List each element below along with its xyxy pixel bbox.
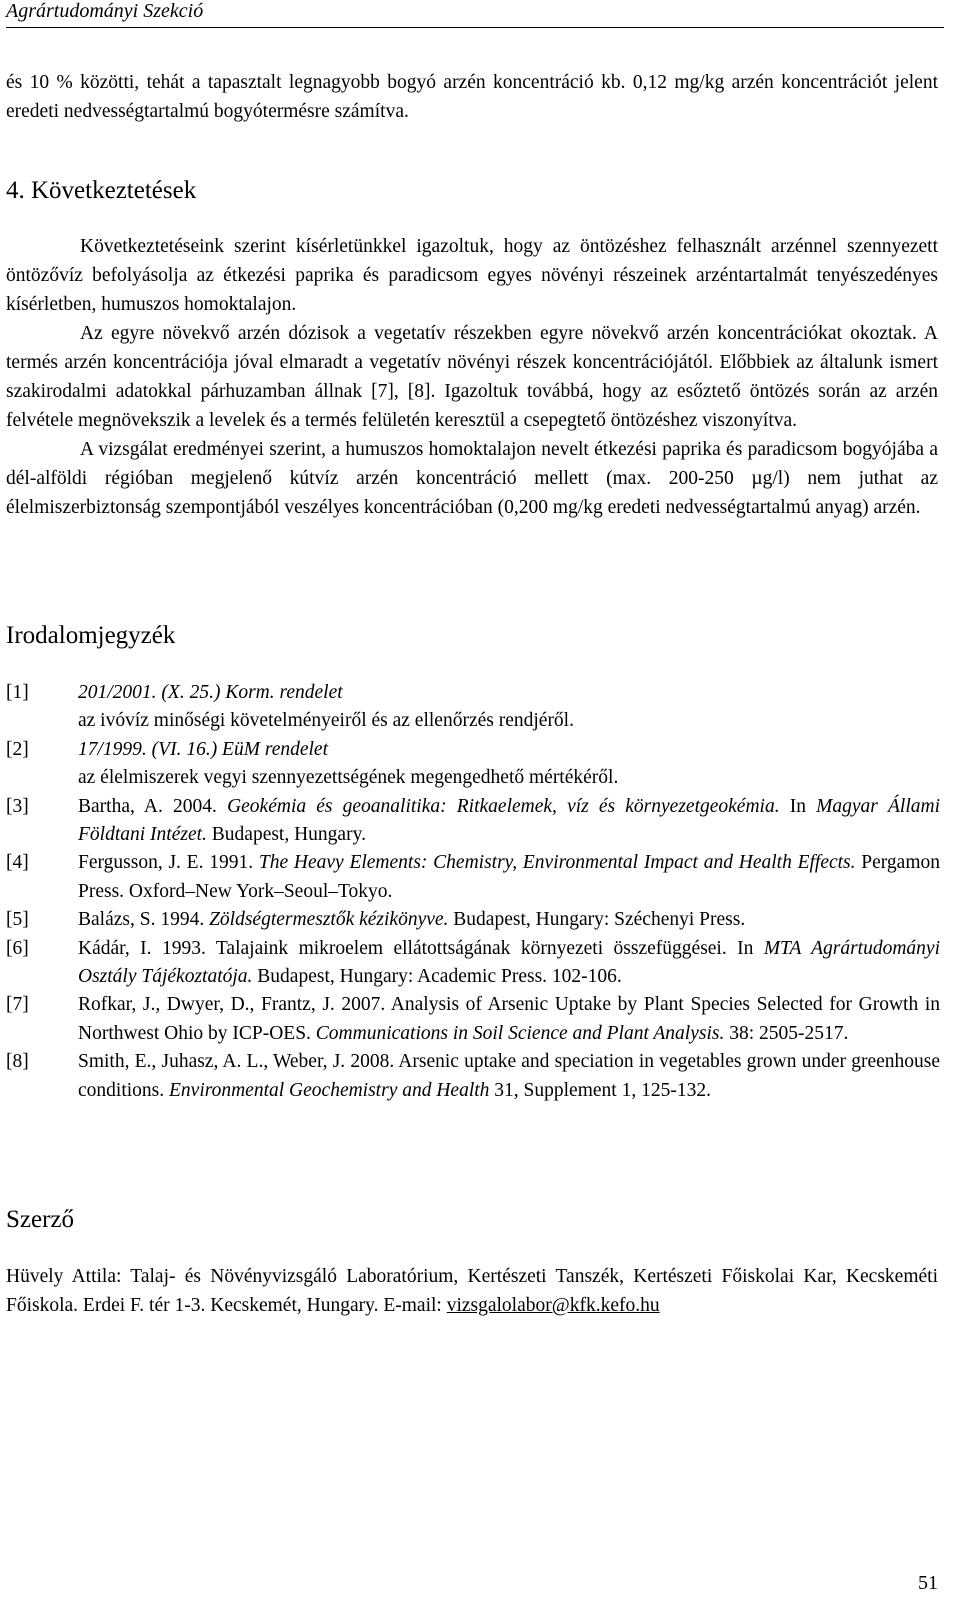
author-affiliation (6, 1262, 938, 1320)
author-heading: Szerző (6, 1206, 75, 1233)
intro-paragraph (6, 68, 938, 126)
reference-author: Smith, E., Juhasz, A. L., Weber, J. 2008. Arsenic uptake and speciation in vegetables grown under greenhouse conditions. (78, 1051, 940, 1101)
reference-title: The Heavy Elements: Chemistry, Environmental Impact and Health Effects. (258, 852, 856, 874)
author-email-link[interactable]: vizsgalolabor@kfk.kefo.hu (446, 1295, 660, 1316)
reference-number: [8] (6, 1051, 29, 1073)
conclusions-paragraph-3: A vizsgálat eredményei szerint, a humuszos homoktalajon nevelt étkezési paprika és paradicsom bogyójába a dél-alföldi régióban megjelenő kútvíz arzén koncentráció mellett (max. 200-250 µg/l) nem juthat az élelmiszerbiztonság szempontjából veszélyes koncentrációban (0,200 mg/kg eredeti nedvességtartalmú anyag) arzén. (6, 439, 938, 518)
header-rule (6, 27, 944, 28)
reference-item (6, 679, 940, 736)
conclusions-heading: 4. Következtetések (6, 177, 197, 204)
intro-text: és 10 % közötti, tehát a tapasztalt legnagyobb bogyó arzén koncentráció kb. 0,12 mg/kg arzén koncentrációt jelent eredeti nedvességtartalmú bogyótermésre számítva. (6, 72, 938, 122)
reference-text: Budapest, Hungary: Academic Press. 102-106. (252, 966, 622, 988)
reference-title: Communications in Soil Science and Plant Analysis. (315, 1022, 725, 1044)
reference-title: 201/2001. (X. 25.) Korm. rendelet (78, 682, 343, 703)
reference-item (6, 906, 940, 934)
conclusions-paragraph-1: Következtetéseink szerint kísérletünkkel igazoltuk, hogy az öntözéshez felhasznált arzénnel szennyezett öntözővíz befolyásolja az étkezési paprika és paradicsom egyes növényi részeinek arzéntartalmát tenyészedényes kísérletben, humuszos homoktalajon. (6, 236, 938, 315)
reference-text: 38: 2505-2517. (724, 1022, 849, 1044)
reference-author: Fergusson, J. E. 1991. (78, 852, 259, 874)
reference-title: MTA Agrártudományi Osztály Tájékoztatója. (78, 937, 940, 988)
reference-number: [7] (6, 994, 29, 1016)
reference-title: Environmental Geochemistry and Health (169, 1079, 490, 1101)
reference-text: 31, Supplement 1, 125-132. (489, 1079, 711, 1101)
reference-item (6, 1048, 940, 1105)
reference-item (6, 793, 940, 850)
reference-number: [3] (6, 795, 29, 817)
reference-number: [2] (6, 738, 29, 760)
reference-list (6, 679, 940, 1105)
reference-text: Pergamon Press. Oxford–New York–Seoul–Tokyo. (78, 852, 941, 902)
reference-number: [4] (6, 852, 29, 874)
reference-author: Balázs, S. 1994. (78, 909, 210, 931)
reference-author: Bartha, A. 2004. (78, 795, 228, 817)
reference-text: In (779, 795, 817, 817)
references-heading: Irodalomjegyzék (6, 622, 176, 649)
author-block (6, 1262, 938, 1320)
running-header: Agrártudományi Szekció (6, 0, 204, 22)
reference-title: Zöldségtermesztők kézikönyve. (209, 909, 449, 931)
reference-text: az élelmiszerek vegyi szennyezettségének megengedhető mértékéről. (78, 767, 619, 789)
reference-publisher: Magyar Állami Földtani Intézet. (78, 795, 941, 846)
reference-text: az ivóvíz minőségi követelményeiről és az ellenőrzés rendjéről. (78, 710, 574, 732)
reference-item (6, 849, 940, 906)
conclusions-paragraph-2: Az egyre növekvő arzén dózisok a vegetatív részekben egyre növekvő arzén koncentrációkat okoztak. A termés arzén koncentrációja jóval elmaradt a vegetatív növényi részek koncentrációjától. Előbbiek az általunk ismert szakirodalmi adatokkal párhuzamban állnak [7], [8]. Igazoltuk továbbá, hogy az esőztető öntözés során az arzén felvétele megnövekszik a levelek és a termés felületén keresztül a csepegtető öntözéshez viszonyítva. (6, 323, 938, 431)
author-text: Hüvely Attila: Talaj- és Növényvizsgáló Laboratórium, Kertészeti Tanszék, Kertészeti Főiskolai Kar, Kecskeméti Főiskola. Erdei F. tér 1-3. Kecskemét, Hungary. E-mail: (6, 1266, 938, 1316)
reference-author: Kádár, I. 1993. Talajaink mikroelem ellátottságának környezeti összefüggései. In (78, 937, 764, 959)
reference-number: [1] (6, 682, 29, 703)
reference-item (6, 736, 940, 793)
reference-author: Rofkar, J., Dwyer, D., Frantz, J. 2007. Analysis of Arsenic Uptake by Plant Species Selected for Growth in Northwest Ohio by ICP-OES. (78, 994, 940, 1044)
reference-item (6, 991, 940, 1048)
reference-title: Geokémia és geoanalitika: Ritkaelemek, víz és környezetgeokémia. (227, 795, 780, 817)
reference-title: 17/1999. (VI. 16.) EüM rendelet (78, 738, 329, 760)
reference-place: Budapest, Hungary. (206, 824, 366, 846)
reference-text: Budapest, Hungary: Széchenyi Press. (448, 909, 746, 931)
reference-item (6, 935, 940, 992)
reference-number: [6] (6, 937, 29, 959)
reference-number: [5] (6, 909, 29, 931)
conclusions-body (6, 232, 938, 522)
page-number: 51 (918, 1572, 938, 1594)
